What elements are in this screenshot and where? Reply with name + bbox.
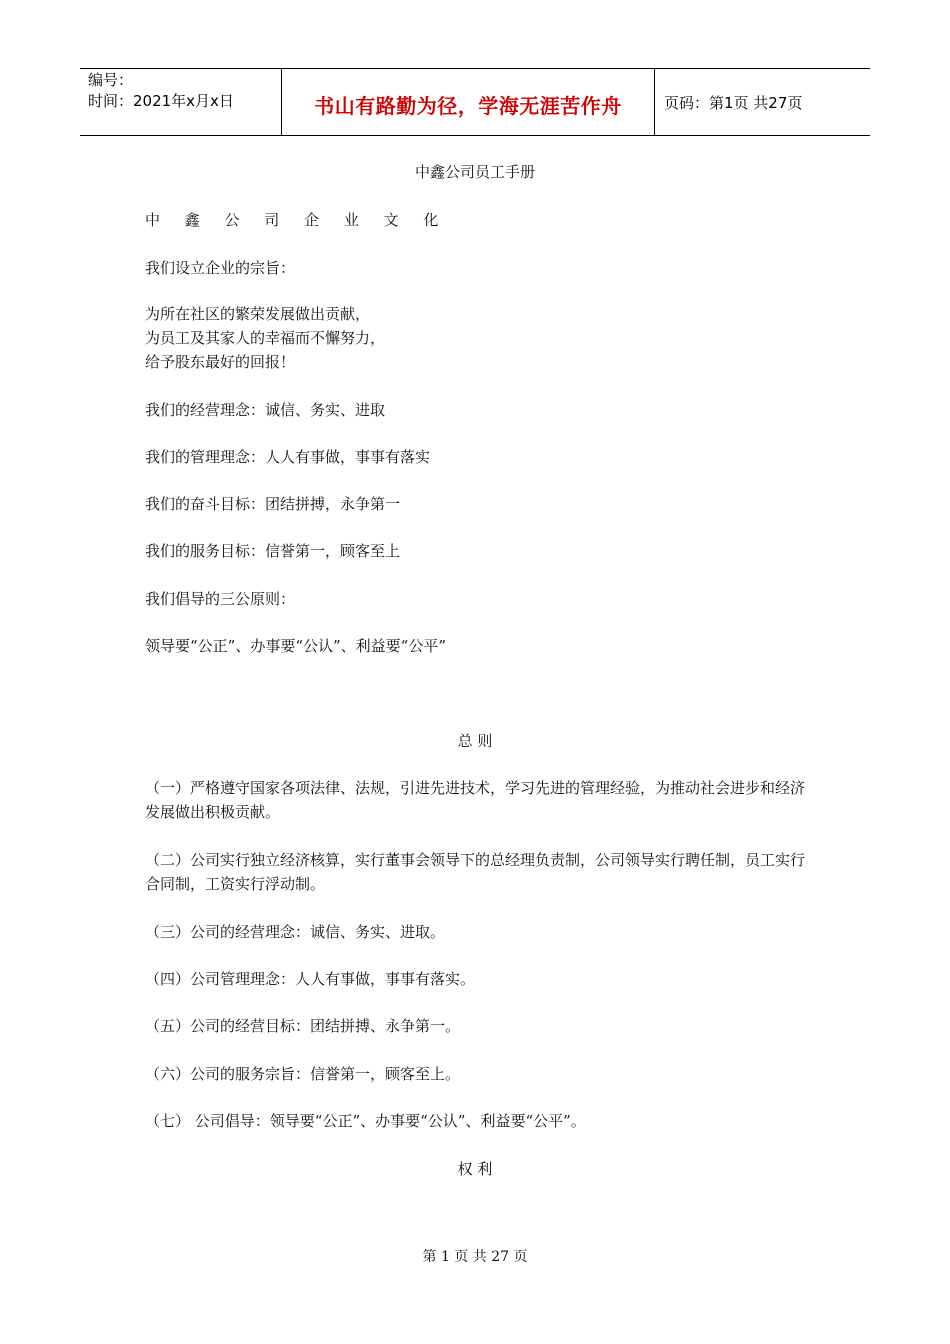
- general-item: （四）公司管理理念：人人有事做，事事有落实。: [145, 970, 476, 988]
- principles-label: 我们倡导的三公原则：: [145, 590, 296, 608]
- management-philosophy: 我们的管理理念：人人有事做，事事有落实: [145, 448, 431, 466]
- culture-heading: 中 鑫 公 司 企 业 文 化: [145, 211, 449, 229]
- general-item: （一）严格遵守国家各项法律、法规，引进先进技术，学习先进的管理经验，为推动社会进步和经济发展做出积极贡献。: [145, 779, 806, 821]
- principles: 领导要“公正”、办事要“公认”、利益要“公平”: [145, 637, 447, 655]
- header-top-rule: [80, 68, 870, 69]
- purpose-line: 为所在社区的繁荣发展做出贡献，: [145, 305, 371, 323]
- general-item: （二）公司实行独立经济核算，实行董事会领导下的总经理负责制，公司领导实行聘任制，员工实行合同制，工资实行浮动制。: [145, 851, 806, 893]
- purpose-line: 为员工及其家人的幸福而不懈努力，: [145, 329, 386, 347]
- page-footer: 第 1 页 共 27 页: [422, 1249, 528, 1265]
- header-divider-right: [654, 68, 655, 136]
- time-label: 时间：2021年x月x日: [88, 92, 234, 110]
- business-philosophy: 我们的经营理念：诚信、务实、进取: [145, 401, 386, 419]
- header-page-info: 页码：第1页 共27页: [664, 94, 803, 112]
- purpose-label: 我们设立企业的宗旨：: [145, 259, 296, 277]
- general-item: （三）公司的经营理念：诚信、务实、进取。: [145, 923, 446, 941]
- goal: 我们的奋斗目标：团结拼搏，永争第一: [145, 495, 401, 513]
- service-goal: 我们的服务目标：信誉第一，顾客至上: [145, 542, 401, 560]
- rights-heading: 权 利: [457, 1160, 493, 1178]
- document-title: 中鑫公司员工手册: [414, 163, 535, 181]
- general-heading: 总 则: [457, 732, 493, 750]
- header-motto: 书山有路勤为径，学海无涯苦作舟: [314, 94, 622, 118]
- header-bottom-rule: [80, 135, 870, 136]
- number-label: 编号：: [88, 71, 134, 89]
- purpose-line: 给予股东最好的回报！: [145, 353, 296, 371]
- general-item: （五）公司的经营目标：团结拼搏、永争第一。: [145, 1017, 461, 1035]
- header-meta: [88, 70, 234, 112]
- general-item: （七） 公司倡导：领导要“公正”、办事要“公认”、利益要“公平”。: [145, 1112, 586, 1130]
- general-item: （六）公司的服务宗旨：信誉第一，顾客至上。: [145, 1065, 461, 1083]
